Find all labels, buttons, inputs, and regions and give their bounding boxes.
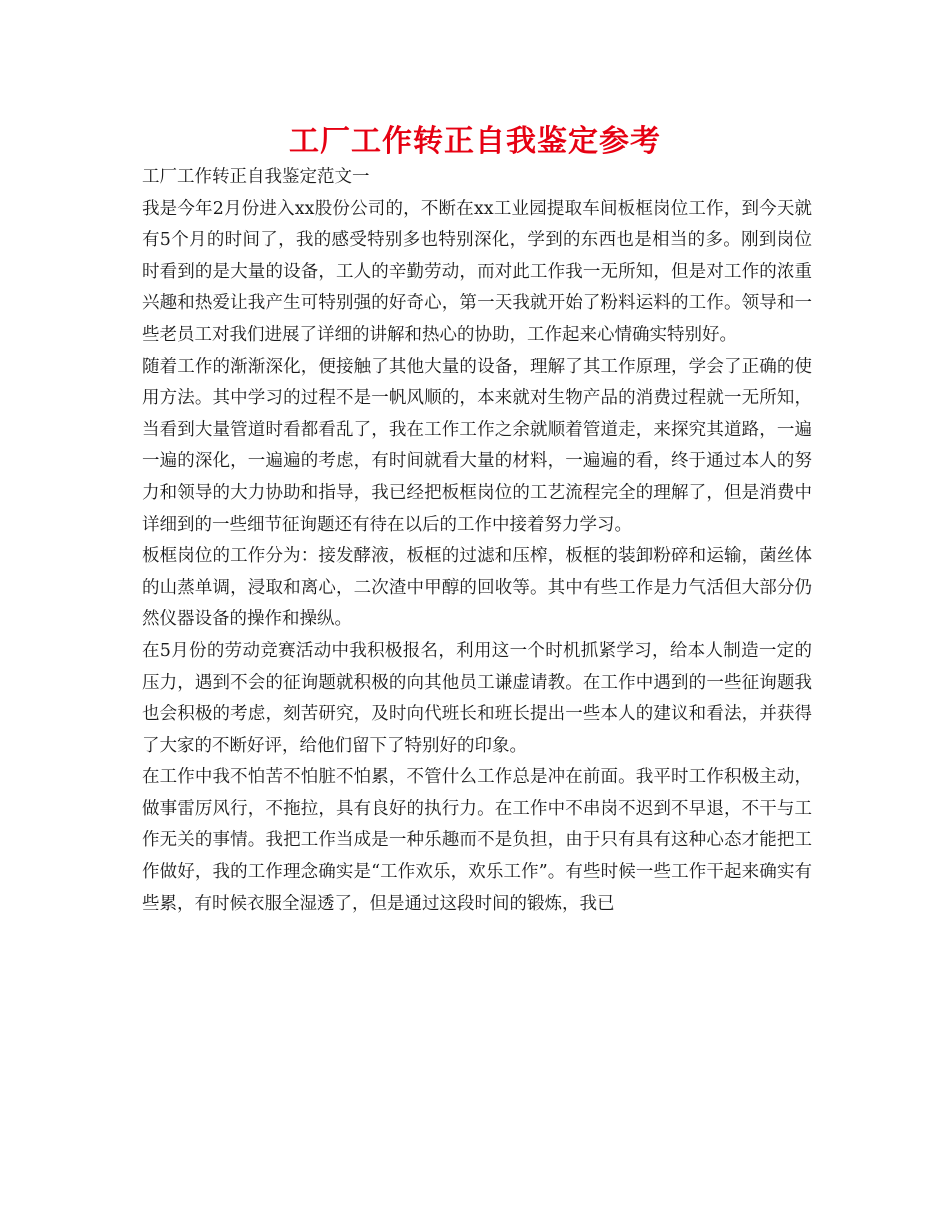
paragraph: 在工作中我不怕苦不怕脏不怕累，不管什么工作总是冲在前面。我平时工作积极主动，做事雷厉风行，不拖拉，具有良好的执行力。在工作中不串岗不迟到不早退，不干与工作无关的事情。我把工作当成是一种乐趣而不是负担，由于只有具有这种心态才能把工作做好，我的工作理念确实是“工作欢乐，欢乐工作”。有些时候一些工作干起来确实有些累，有时候衣服全湿透了，但是通过这段时间的锻炼，我已: [142, 767, 812, 914]
document-body: [142, 162, 812, 920]
document-title: 工厂工作转正自我鉴定参考: [289, 124, 661, 159]
paragraph: 板框岗位的工作分为：接发酵液，板框的过滤和压榨，板框的装卸粉碎和运输，菌丝体的山蒸单调，浸取和离心，二次渣中甲醇的回收等。其中有些工作是力气活但大部分仍然仪器设备的操作和操纵。: [142, 546, 812, 630]
paragraph: 随着工作的渐渐深化，便接触了其他大量的设备，理解了其工作原理，学会了正确的使用方法。其中学习的过程不是一帆风顺的，本来就对生物产品的消费过程就一无所知，当看到大量管道时看都看乱了，我在工作工作之余就顺着管道走，来探究其道路，一遍一遍的深化，一遍遍的考虑，有时间就看大量的材料，一遍遍的看，终于通过本人的努力和领导的大力协助和指导，我已经把板框岗位的工艺流程完全的理解了，但是消费中详细到的一些细节征询题还有待在以后的工作中接着努力学习。: [142, 356, 812, 535]
paragraph: 我是今年2月份进入xx股份公司的，不断在xx工业园提取车间板框岗位工作，到今天就有5个月的时间了，我的感受特别多也特别深化，学到的东西也是相当的多。刚到岗位时看到的是大量的设备，工人的辛勤劳动，而对此工作我一无所知，但是对工作的浓重兴趣和热爱让我产生可特别强的好奇心，第一天我就开始了粉料运料的工作。领导和一些老员工对我们进展了详细的讲解和热心的协助，工作起来心情确实特别好。: [142, 198, 812, 345]
paragraph: 在5月份的劳动竞赛活动中我积极报名，利用这一个时机抓紧学习，给本人制造一定的压力，遇到不会的征询题就积极的向其他员工谦虚请教。在工作中遇到的一些征询题我也会积极的考虑，刻苦研究，及时向代班长和班长提出一些本人的建议和看法，并获得了大家的不断好评，给他们留下了特别好的印象。: [142, 640, 812, 756]
paragraph-subtitle: 工厂工作转正自我鉴定范文一: [142, 167, 370, 187]
